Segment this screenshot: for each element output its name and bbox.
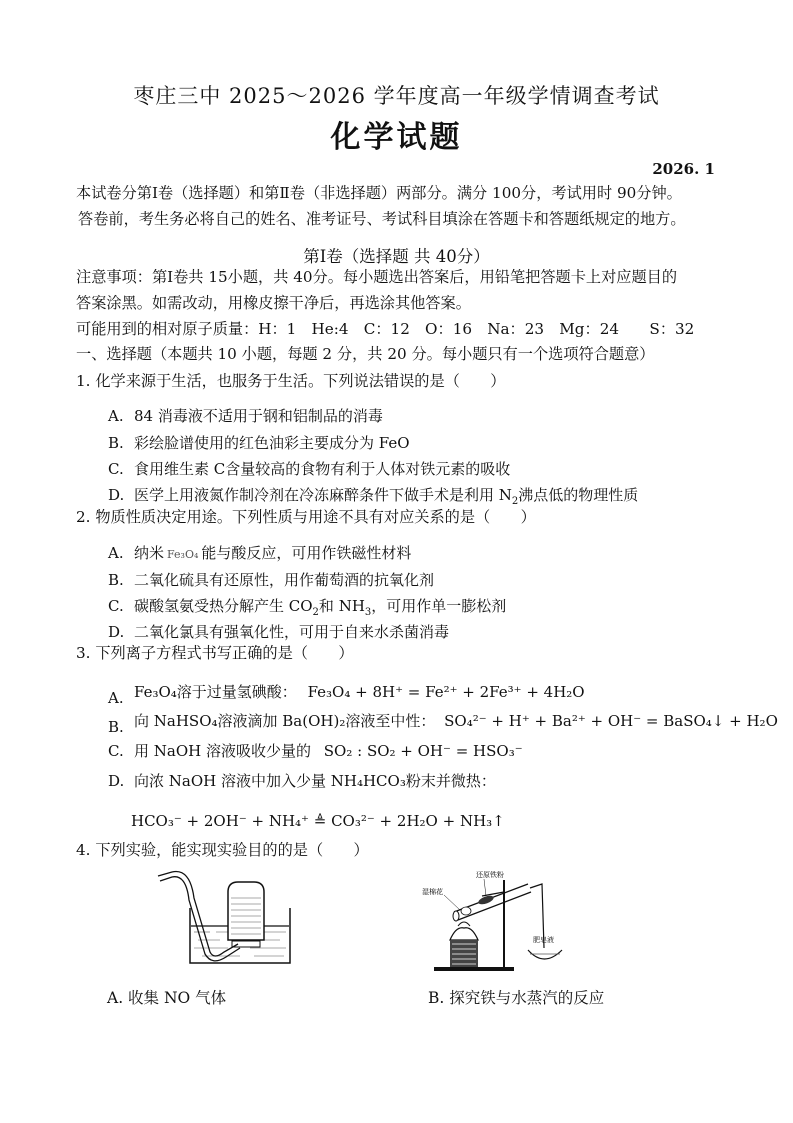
q1-option-c: [108, 458, 510, 479]
option-text: 84 消毒液不适用于钢和铝制品的消毒: [134, 407, 383, 425]
label-soap: 肥皂液: [533, 936, 554, 944]
q3-option-b: [108, 710, 778, 736]
q1-option-b: [108, 432, 410, 453]
option-text: 纳米: [134, 544, 165, 562]
q3-option-d: [108, 770, 496, 791]
exam-title: 枣庄三中 2025～2026 学年度高一年级学情调查考试: [133, 84, 660, 108]
intro-line-2: 答卷前，考生务必将自己的姓名、准考证号、考试科目填涂在答题卡和答题纸规定的地方。: [78, 210, 686, 228]
option-text: 向 NaHSO₄溶液滴加 Ba(OH)₂溶液至中性：: [134, 712, 436, 730]
option-text: 用 NaOH 溶液吸收少量的: [134, 742, 311, 760]
ion-equation: Fe₃O₄ + 8H⁺ = Fe²⁺ + 2Fe³⁺ + 4H₂O: [307, 683, 585, 701]
option-letter: C.: [108, 742, 124, 760]
option-text: Fe₃O₄溶于过量氢碘酸：: [134, 683, 297, 701]
q2-option-a: [108, 542, 411, 563]
formula-image-text: Fe₃O₄: [167, 548, 199, 561]
option-letter: C.: [108, 597, 124, 615]
notice-line-1: 注意事项：第Ⅰ卷共 15小题，共 40分。每小题选出答案后，用铅笔把答题卡上对应题目的: [76, 268, 678, 286]
q1-stem: 1. 化学来源于生活，也服务于生活。下列说法错误的是（ ）: [76, 372, 506, 390]
figure-a-label: A. 收集 NO 气体: [107, 989, 227, 1007]
atomic-masses: 可能用到的相对原子质量：H：1 He:4 C：12 O：16 Na：23 Mg：24 S：32: [76, 320, 695, 338]
option-text: 沸点低的物理性质: [518, 486, 639, 504]
q1-option-d: [108, 484, 638, 507]
option-letter: B.: [108, 434, 124, 452]
option-text: 向浓 NaOH 溶液中加入少量 NH₄HCO₃粉末并微热：: [134, 772, 496, 790]
option-letter: B.: [108, 718, 124, 736]
figure-a-apparatus: [150, 868, 300, 968]
label-iron: 还原铁粉: [476, 871, 504, 879]
option-text: 二氧化氯具有强氧化性，可用于自来水杀菌消毒: [134, 623, 450, 641]
q2-option-c: C. 碳酸氢氨受热分解产生 $CO_2$和 $NH_3$，可用作单一膨松剂: [108, 597, 507, 618]
option-letter: B.: [108, 571, 124, 589]
q2-option-d: [108, 621, 449, 642]
option-letter: D.: [108, 623, 125, 641]
option-text: 碳酸氢氨受热分解产生 CO: [134, 597, 313, 615]
option-text: 食用维生素 C含量较高的食物有利于人体对铁元素的吸收: [134, 460, 511, 478]
q3-option-a: [108, 681, 585, 707]
figure-b-label: B. 探究铁与水蒸汽的反应: [428, 989, 605, 1007]
option-text: ，可用作单一膨松剂: [371, 597, 507, 615]
option-text: 和 NH: [318, 597, 365, 615]
figure-b-apparatus: [420, 870, 580, 975]
q2-stem: 2. 物质性质决定用途。下列性质与用途不具有对应关系的是（ ）: [76, 508, 536, 526]
section-title: 第Ⅰ卷（选择题 共 40分）: [303, 247, 490, 266]
subject-title: 化学试题: [330, 120, 463, 155]
q3-option-c: [108, 740, 523, 761]
option-text: 医学上用液氮作制冷剂在冷冻麻醉条件下做手术是利用 N: [134, 486, 512, 504]
label-cotton: 湿棉花: [422, 888, 443, 896]
notice-line-2: 答案涂黑。如需改动，用橡皮擦干净后，再选涂其他答案。: [76, 294, 471, 312]
subscript: 2: [511, 496, 519, 507]
option-letter: D.: [108, 772, 125, 790]
ion-equation: SO₂ : SO₂ + OH⁻ = HSO₃⁻: [323, 742, 523, 760]
part-heading: 一、选择题（本题共 10 小题，每题 2 分，共 20 分。每小题只有一个选项符合题意）: [76, 345, 655, 363]
exam-date: 2026. 1: [652, 160, 715, 178]
intro-line-1: 本试卷分第Ⅰ卷（选择题）和第Ⅱ卷（非选择题）两部分。满分 100分，考试用时 90分钟。: [76, 184, 682, 202]
ion-equation: SO₄²⁻ + H⁺ + Ba²⁺ + OH⁻ = BaSO₄↓ + H₂O: [444, 712, 778, 730]
q1-option-a: [108, 405, 383, 426]
option-text: 能与酸反应，可用作铁磁性材料: [201, 544, 412, 562]
option-letter: A.: [108, 544, 124, 562]
q3-stem: 3. 下列离子方程式书写正确的是（ ）: [76, 644, 354, 662]
option-letter: A.: [108, 407, 124, 425]
option-letter: D.: [108, 486, 125, 504]
option-letter: A.: [108, 689, 124, 707]
option-text: 彩绘脸谱使用的红色油彩主要成分为 FeO: [134, 434, 410, 452]
option-letter: C.: [108, 460, 124, 478]
q2-option-b: [108, 569, 434, 590]
option-text: 二氧化硫具有还原性，用作葡萄酒的抗氧化剂: [134, 571, 435, 589]
q4-stem: 4. 下列实验，能实现实验目的的是（ ）: [76, 841, 369, 859]
q3-d-equation: HCO₃⁻ + 2OH⁻ + NH₄⁺ ≜ CO₃²⁻ + 2H₂O + NH₃↑: [131, 812, 505, 830]
